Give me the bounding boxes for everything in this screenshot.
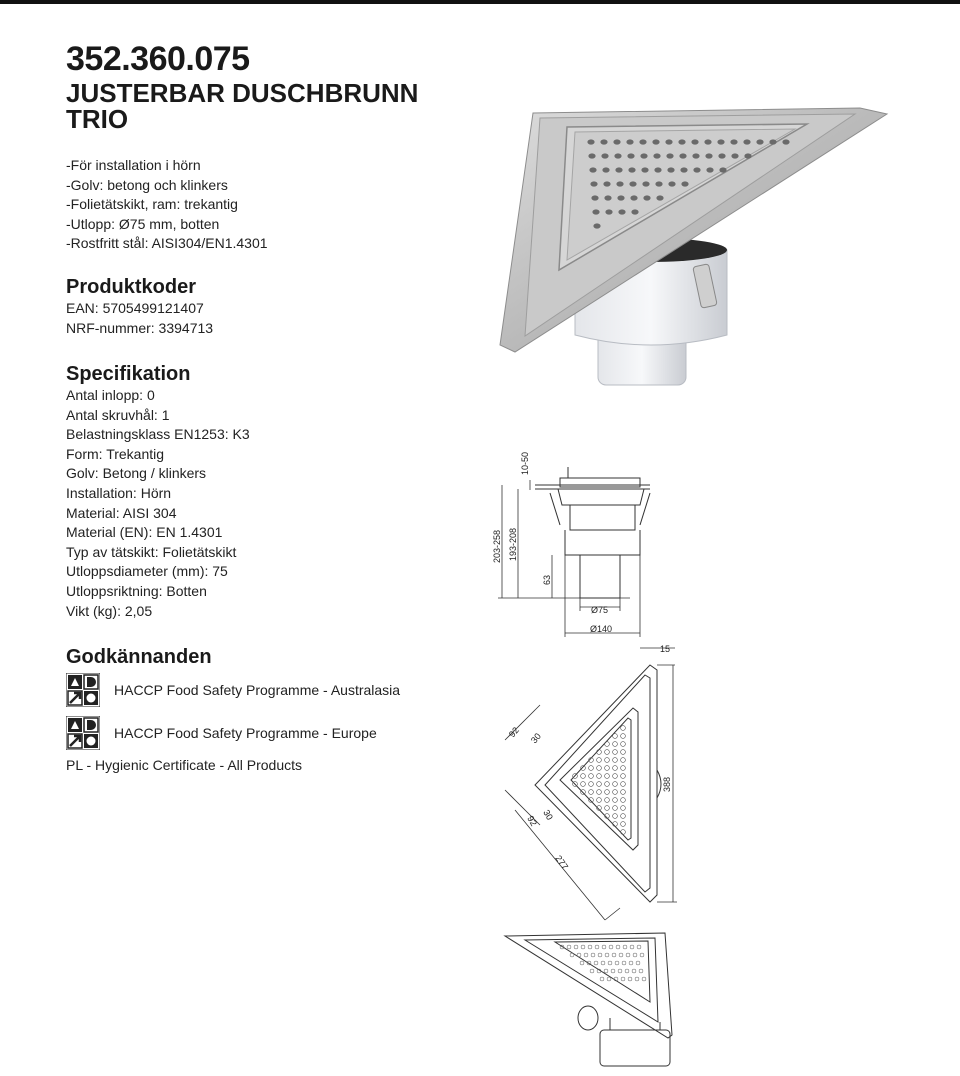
spec-line: Antal skruvhål: 1 <box>66 406 170 423</box>
spec-line: Belastningsklass EN1253: K3 <box>66 426 250 443</box>
dim-outlet-height: 63 <box>542 574 552 585</box>
drain-hole <box>600 977 604 981</box>
drain-hole <box>613 790 618 795</box>
drain-hole <box>584 953 588 957</box>
drain-hole <box>679 153 686 158</box>
product-title: JUSTERBAR DUSCHBRUNN TRIO <box>66 78 419 134</box>
spec-line: Material: AISI 304 <box>66 504 177 521</box>
drain-hole <box>639 969 643 973</box>
spec-line: Utloppsriktning: Botten <box>66 582 207 599</box>
drain-hole <box>630 195 637 200</box>
drain-hole <box>621 758 626 763</box>
drain-hole <box>639 139 646 144</box>
drain-hole <box>602 945 606 949</box>
drain-hole <box>656 195 663 200</box>
drain-hole <box>731 153 738 158</box>
drain-hole <box>642 977 646 981</box>
drain-hole <box>613 806 618 811</box>
dim-outlet-diameter: Ø75 <box>591 605 609 615</box>
drain-hole <box>605 209 612 214</box>
drain-hole <box>574 945 578 949</box>
drain-hole <box>613 774 618 779</box>
drain-hole <box>622 961 626 965</box>
drain-hole <box>590 969 594 973</box>
drain-hole <box>629 961 633 965</box>
drain-hole <box>636 961 640 965</box>
dim-92-lower: 92 <box>525 814 539 828</box>
drain-hole <box>611 969 615 973</box>
drain-hole <box>693 167 700 172</box>
haccp-logo-icon <box>66 716 100 750</box>
drain-hole <box>613 798 618 803</box>
drain-hole <box>666 153 673 158</box>
drain-hole <box>605 742 610 747</box>
drain-hole <box>743 139 750 144</box>
spec-line: Antal inlopp: 0 <box>66 387 155 403</box>
side-section-drawing <box>490 445 660 645</box>
product-header <box>66 40 486 254</box>
drain-hole <box>621 782 626 787</box>
drain-hole <box>605 806 610 811</box>
drain-hole <box>628 167 635 172</box>
drain-hole <box>704 139 711 144</box>
drain-hole <box>621 806 626 811</box>
drain-hole <box>597 790 602 795</box>
drain-hole <box>608 961 612 965</box>
drain-hole <box>597 758 602 763</box>
drain-hole <box>590 181 597 186</box>
approval-item <box>66 673 400 707</box>
haccp-logo-icon <box>66 673 100 707</box>
drain-hole <box>653 153 660 158</box>
drain-hole <box>604 195 611 200</box>
drain-hole <box>600 139 607 144</box>
drain-hole <box>567 945 571 949</box>
drain-hole <box>613 734 618 739</box>
drain-hole <box>605 750 610 755</box>
drain-hole <box>621 742 626 747</box>
drain-hole <box>612 953 616 957</box>
drain-hole <box>613 782 618 787</box>
drain-hole <box>643 195 650 200</box>
drain-hole <box>621 798 626 803</box>
feature-item: -Utlopp: Ø75 mm, botten <box>66 215 220 232</box>
drain-hole <box>633 953 637 957</box>
drain-hole <box>626 953 630 957</box>
drain-hole <box>581 945 585 949</box>
approvals-heading: Godkännanden <box>66 646 212 668</box>
drain-hole <box>628 977 632 981</box>
drain-hole <box>756 139 763 144</box>
dim-15: 15 <box>660 644 671 654</box>
drain-hole <box>629 181 636 186</box>
product-photo <box>495 100 895 400</box>
drain-hole <box>621 774 626 779</box>
drain-hole <box>627 153 634 158</box>
drain-hole <box>591 953 595 957</box>
feature-list <box>66 156 486 254</box>
product-codes-heading: Produktkoder <box>66 276 197 298</box>
drain-hole <box>641 167 648 172</box>
drain-hole <box>588 945 592 949</box>
drain-hole <box>580 961 584 965</box>
drain-hole <box>621 766 626 771</box>
drain-hole <box>601 961 605 965</box>
drain-hole <box>613 814 618 819</box>
drain-hole <box>589 790 594 795</box>
approval-item <box>66 716 400 750</box>
drain-hole <box>581 782 586 787</box>
drain-hole <box>605 790 610 795</box>
drain-hole <box>621 726 626 731</box>
spec-line: Typ av tätskikt: Folietätskikt <box>66 543 237 560</box>
drain-hole <box>782 139 789 144</box>
drain-hole <box>604 969 608 973</box>
drain-hole <box>717 139 724 144</box>
drain-hole <box>642 181 649 186</box>
drain-hole <box>570 953 574 957</box>
drain-hole <box>605 782 610 787</box>
drain-hole <box>621 830 626 835</box>
product-code: 352.360.075 <box>66 40 250 78</box>
drain-hole <box>605 774 610 779</box>
drain-hole <box>640 953 644 957</box>
specification-section <box>66 362 250 621</box>
drain-hole <box>594 961 598 965</box>
drain-hole <box>621 814 626 819</box>
drain-hole <box>625 969 629 973</box>
drain-hole <box>589 167 596 172</box>
drain-hole <box>603 181 610 186</box>
dim-92-upper: 92 <box>506 725 521 740</box>
drain-hole <box>615 961 619 965</box>
feature-item: -Rostfritt stål: AISI304/EN1.4301 <box>66 235 268 252</box>
drain-hole <box>626 139 633 144</box>
drain-hole <box>613 766 618 771</box>
drain-hole <box>595 945 599 949</box>
drain-hole <box>769 139 776 144</box>
dim-body: 193-208 <box>508 527 518 561</box>
drain-hole <box>597 766 602 771</box>
drain-hole <box>597 774 602 779</box>
feature-item: -Folietätskikt, ram: trekantig <box>66 196 238 213</box>
drain-hole <box>719 167 726 172</box>
drain-hole <box>618 209 625 214</box>
drain-hole <box>621 734 626 739</box>
drain-hole <box>613 758 618 763</box>
dim-388: 388 <box>662 776 672 792</box>
drain-hole <box>630 945 634 949</box>
drain-hole <box>621 822 626 827</box>
drain-hole <box>615 167 622 172</box>
isometric-drawing <box>500 930 680 1070</box>
drain-hole <box>587 139 594 144</box>
drain-hole <box>652 139 659 144</box>
spec-line: Golv: Betong / klinkers <box>66 465 207 482</box>
spec-line: Installation: Hörn <box>66 484 172 501</box>
drain-hole <box>614 153 621 158</box>
approval-label: HACCP Food Safety Programme - Europe <box>114 725 377 741</box>
feature-item: -Golv: betong och klinkers <box>66 176 228 193</box>
drain-hole <box>621 977 625 981</box>
top-border <box>0 0 960 4</box>
drain-hole <box>598 953 602 957</box>
drain-hole <box>654 167 661 172</box>
drain-hole <box>602 167 609 172</box>
drain-hole <box>605 766 610 771</box>
dim-total: 203-258 <box>492 529 502 563</box>
drain-hole <box>621 790 626 795</box>
drain-hole <box>613 139 620 144</box>
drain-hole <box>589 774 594 779</box>
top-view-drawing <box>495 640 690 930</box>
drain-hole <box>706 167 713 172</box>
product-codes-section <box>66 275 213 338</box>
drain-hole <box>617 195 624 200</box>
drain-hole <box>589 766 594 771</box>
drain-hole <box>718 153 725 158</box>
hygienic-certificate: PL - Hygienic Certificate - All Products <box>66 757 303 773</box>
drain-hole <box>605 953 609 957</box>
drain-hole <box>589 782 594 787</box>
dim-body-diameter: Ø140 <box>590 624 613 634</box>
drain-hole <box>607 977 611 981</box>
spec-line: Form: Trekantig <box>66 445 165 462</box>
specification-heading: Specifikation <box>66 363 191 385</box>
drain-hole <box>681 181 688 186</box>
drain-hole <box>730 139 737 144</box>
drain-hole <box>637 945 641 949</box>
drain-hole <box>592 209 599 214</box>
drain-hole <box>640 153 647 158</box>
drain-hole <box>632 969 636 973</box>
drain-hole <box>616 181 623 186</box>
nrf-line: NRF-nummer: 3394713 <box>66 319 214 336</box>
drain-hole <box>678 139 685 144</box>
drain-hole <box>593 223 600 228</box>
ean-line: EAN: 5705499121407 <box>66 300 204 316</box>
drain-hole <box>618 969 622 973</box>
drain-hole <box>613 742 618 747</box>
drain-hole <box>665 139 672 144</box>
drain-hole <box>609 945 613 949</box>
drain-hole <box>667 167 674 172</box>
dim-277: 277 <box>553 853 571 872</box>
drain-hole <box>605 758 610 763</box>
drain-hole <box>597 782 602 787</box>
dim-30-lower: 30 <box>541 808 555 822</box>
drain-hole <box>705 153 712 158</box>
drain-hole <box>692 153 699 158</box>
drain-hole <box>577 953 581 957</box>
approval-label: HACCP Food Safety Programme - Australasia <box>114 682 401 698</box>
approvals-section <box>66 645 400 776</box>
drain-hole <box>744 153 751 158</box>
drain-hole <box>581 774 586 779</box>
spec-line: Material (EN): EN 1.4301 <box>66 524 223 541</box>
feature-item: -För installation i hörn <box>66 157 201 173</box>
drain-hole <box>691 139 698 144</box>
dim-adjust: 10-50 <box>520 451 530 475</box>
drain-hole <box>619 953 623 957</box>
drain-hole <box>613 750 618 755</box>
drain-hole <box>616 945 620 949</box>
drain-hole <box>591 195 598 200</box>
drain-hole <box>621 750 626 755</box>
drain-hole <box>597 798 602 803</box>
drain-hole <box>601 153 608 158</box>
drain-hole <box>668 181 675 186</box>
spec-line: Utloppsdiameter (mm): 75 <box>66 563 228 580</box>
drain-hole <box>605 798 610 803</box>
drain-hole <box>635 977 639 981</box>
drain-hole <box>623 945 627 949</box>
drain-hole <box>631 209 638 214</box>
drain-hole <box>655 181 662 186</box>
drain-hole <box>680 167 687 172</box>
dim-30-upper: 30 <box>528 731 543 746</box>
drain-hole <box>588 153 595 158</box>
spec-line: Vikt (kg): 2,05 <box>66 602 153 619</box>
